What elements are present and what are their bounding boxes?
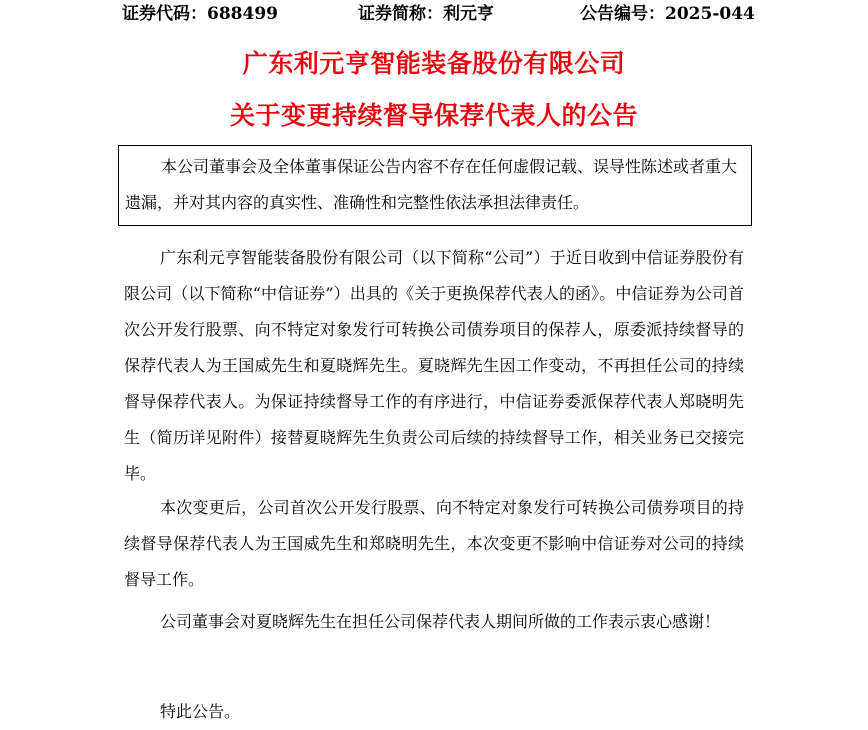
body-paragraph-1: 广东利元亨智能装备股份有限公司（以下简称“公司”）于近日收到中信证券股份有限公司（以下简称“中信证券”）出具的《关于更换保荐代表人的函》。中信证券为公司首次公开发行股票、向不特定对象发行可转换公司债券项目的保荐人，原委派持续督导的保荐代表人为王国威先生和夏晓辉先生。夏晓辉先生因工作变动，不再担任公司的持续督导保荐代表人。为保证持续督导工作的有序进行，中信证券委派保荐代表人郑晓明先生（简历详见附件）接替夏晓辉先生负责公司后续的持续督导工作，相关业务已交接完毕。 xyxy=(124,248,744,483)
company-title: 广东利元亨智能装备股份有限公司 xyxy=(242,49,626,78)
closing-statement: 特此公告。 xyxy=(160,702,241,721)
document-header xyxy=(122,0,755,28)
announcement-number: 公告编号：2025-044 xyxy=(580,4,755,24)
body-paragraph-2: 本次变更后，公司首次公开发行股票、向不特定对象发行可转换公司债券项目的持续督导保荐代表人为王国威先生和郑晓明先生，本次变更不影响中信证券对公司的持续督导工作。 xyxy=(124,498,744,589)
stock-short-name: 证券简称：利元亨 xyxy=(358,4,494,24)
body-paragraph-3: 公司董事会对夏晓辉先生在担任公司保荐代表人期间所做的工作表示衷心感谢！ xyxy=(160,612,721,631)
disclaimer-box: 本公司董事会及全体董事保证公告内容不存在任何虚假记载、误导性陈述或者重大遗漏，并对其内容的真实性、准确性和完整性依法承担法律责任。 xyxy=(118,145,752,226)
stock-code: 证券代码：688499 xyxy=(122,4,278,24)
announcement-title: 关于变更持续督导保荐代表人的公告 xyxy=(229,101,638,130)
